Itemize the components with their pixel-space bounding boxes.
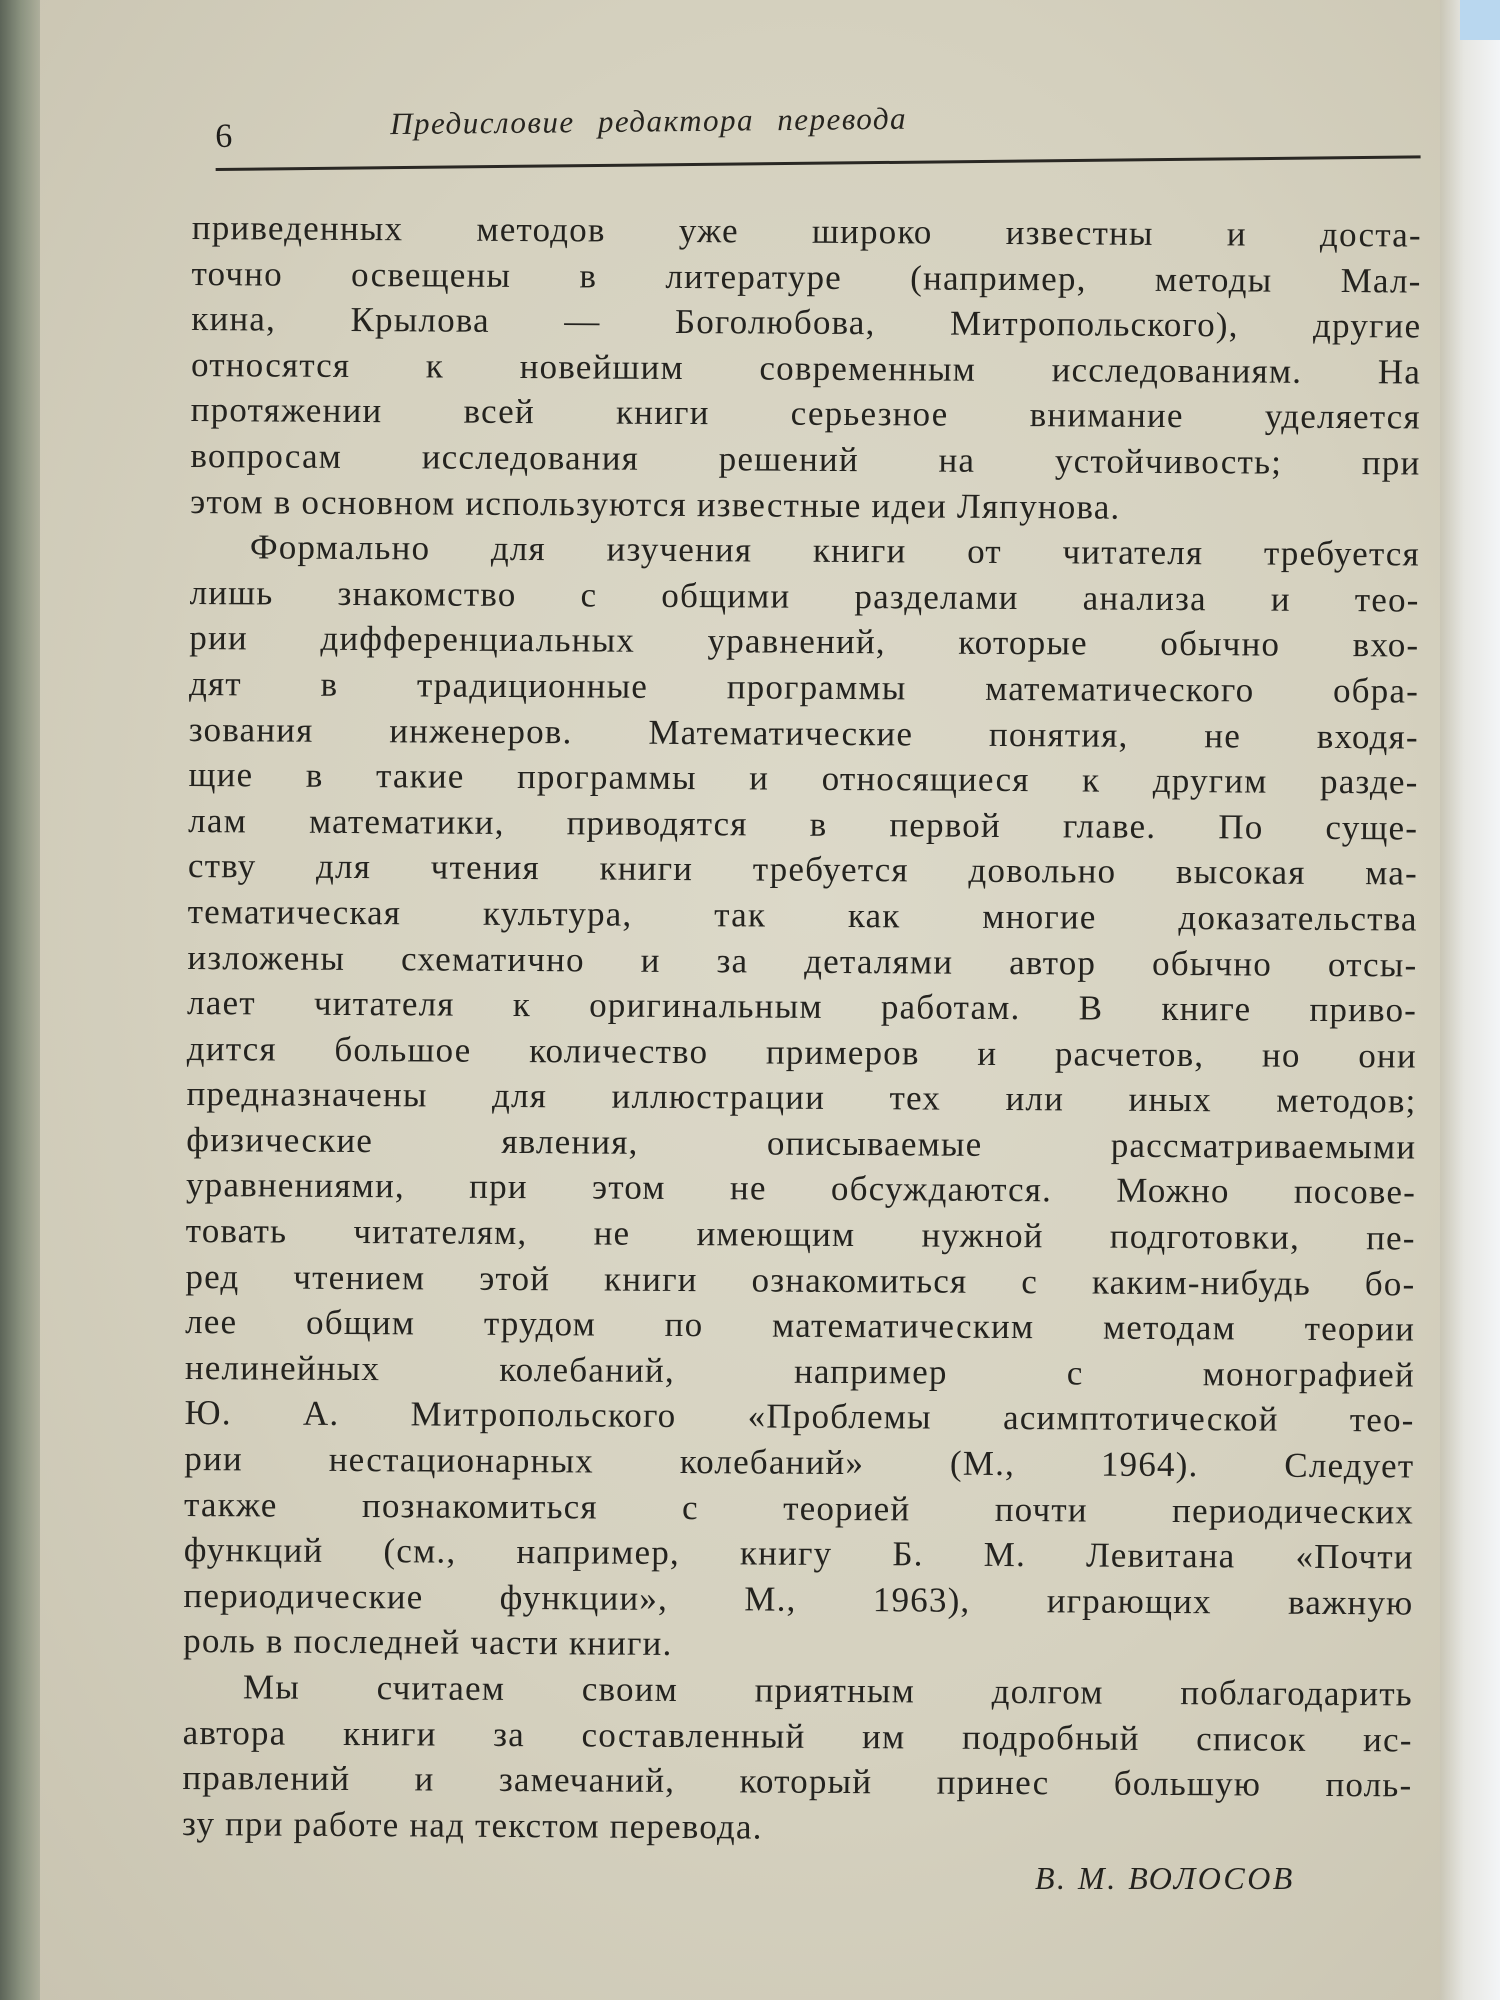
text-line: периодические функции», М., 1963), играющих важную (183, 1575, 1414, 1623)
text-line: вопросам исследования решений на устойчивость; при (190, 435, 1421, 483)
text-line: дится большое количество примеров и расчетов, но они (186, 1028, 1417, 1076)
text-line: кина, Крылова — Боголюбова, Митропольского), другие (191, 299, 1422, 346)
text-line: товать читателям, не имеющим нужной подготовки, пе- (185, 1211, 1416, 1258)
text-line: физические явления, описываемые рассматриваемыми (186, 1119, 1417, 1167)
text-line: протяжении всей книги серьезное внимание уделяется (190, 390, 1421, 437)
text-line: Формально для изучения книги от читателя требуется (249, 527, 1421, 574)
page-header (215, 95, 1421, 168)
blue-corner (1460, 0, 1500, 40)
text-line: лает читателя к оригинальным работам. В книге приво- (187, 983, 1418, 1030)
translator-signature: В. М. ВОЛОСОВ (1035, 1860, 1295, 1896)
text-line: изложены схематично и за деталями автор обычно отсы- (187, 937, 1418, 984)
text-line: тематическая культура, так как многие доказательства (187, 891, 1418, 939)
text-line: предназначены для иллюстрации тех или иных методов; (186, 1074, 1417, 1121)
text-line: зу при работе над текстом перевода. (181, 1803, 763, 1847)
text-line: этом в основном используются известные идеи Ляпунова. (190, 481, 1121, 527)
text-line: дят в традиционные программы математического обра- (188, 663, 1420, 711)
running-title: Предисловие редактора перевода (389, 100, 908, 142)
text-line: Ю. А. Митропольского «Проблемы асимптотической тео- (184, 1393, 1415, 1440)
text-line: лишь знакомство с общими разделами анализа и тео- (189, 572, 1420, 620)
text-line: точно освещены в литературе (например, методы Мал- (191, 253, 1422, 301)
text-line: приведенных методов уже широко известны и доста- (191, 207, 1422, 255)
page-number: 6 (215, 117, 233, 155)
text-line: нелинейных колебаний, например с монографией (184, 1347, 1415, 1395)
text-line: также познакомиться с теорией почти периодических (183, 1484, 1415, 1532)
paragraph (183, 524, 1420, 1671)
text-line: относятся к новейшим современным исследованиям. На (190, 344, 1422, 392)
book-page (40, 0, 1440, 2000)
body-text (182, 205, 1422, 1854)
text-line: лам математики, приводятся в первой главе. По суще- (188, 800, 1419, 848)
text-line: ству для чтения книги требуется довольно высокая ма- (187, 846, 1419, 893)
text-line: щие в такие программы и относящиеся к другим разде- (188, 755, 1419, 802)
text-line: правлений и замечаний, который принес большую поль- (182, 1758, 1413, 1805)
text-line: зования инженеров. Математические понятия, не входя- (188, 709, 1419, 757)
text-line: рии дифференциальных уравнений, которые обычно вхо- (189, 618, 1420, 665)
text-line: автора книги за составленный им подробный список ис- (182, 1712, 1413, 1760)
text-line: роль в последней части книги. (183, 1621, 673, 1664)
text-line: уравнениями, при этом не обсуждаются. Можно посове- (185, 1165, 1417, 1212)
paragraph (190, 205, 1422, 532)
text-line: Мы считаем своим приятным долгом поблагодарить (242, 1667, 1414, 1714)
adjacent-page-edge (1440, 0, 1500, 2000)
text-line: ред чтением этой книги ознакомиться с каким-нибудь бо- (185, 1256, 1416, 1304)
text-line: рии нестационарных колебаний» (М., 1964). Следует (184, 1439, 1415, 1486)
text-line: функций (см., например, книгу Б. М. Левитана «Почти (183, 1530, 1414, 1577)
header-rule (216, 155, 1421, 171)
paragraph (182, 1664, 1413, 1854)
text-line: лее общим трудом по математическим методам теории (185, 1302, 1416, 1349)
